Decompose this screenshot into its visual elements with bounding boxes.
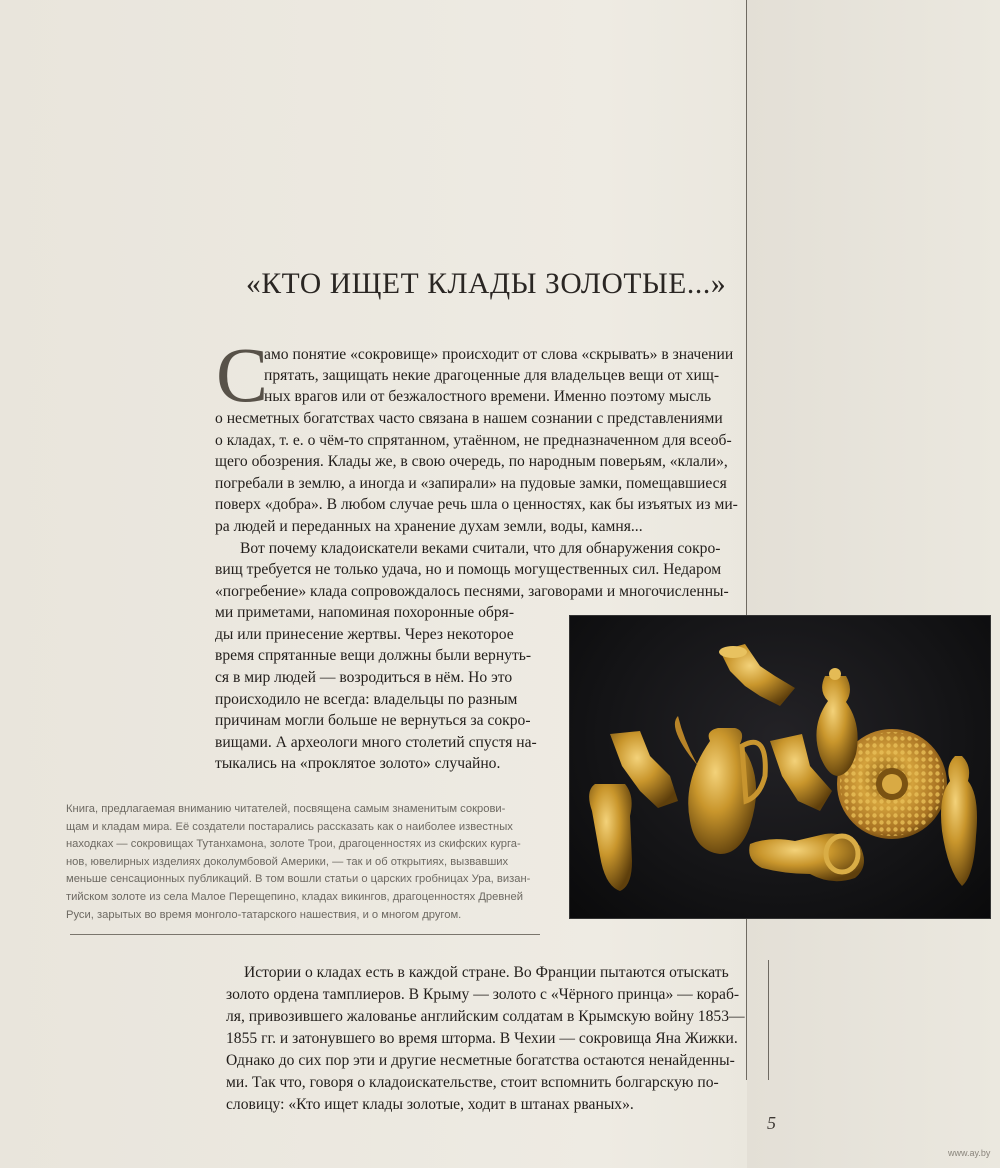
text-line: ды или принесение жертвы. Через некоторое <box>215 626 514 643</box>
gold-treasure-photo <box>569 615 991 919</box>
text-line: вищ требуется не только удача, но и помощь могущественных сил. Недаром <box>215 561 722 578</box>
text-line: происходило не всегда: владельцы по разным <box>215 691 518 708</box>
text-line: ся в мир людей — возродиться в нём. Но это <box>215 669 513 686</box>
text-line: Вот почему кладоискатели веками считали, что для обнаружения сокро- <box>240 540 721 557</box>
text-line: 1855 гг. и затонувшего во время шторма. В Чехии — сокровища Яна Жижки. <box>226 1030 738 1047</box>
caption-line: щам и кладам мира. Её создатели постарались рассказать как о наиболее известных <box>66 820 513 833</box>
text-line: время спрятанные вещи должны были вернуть- <box>215 647 532 664</box>
caption-line: нов, ювелирных изделиях доколумбовой Америки, — так и об открытиях, вызвавших <box>66 855 509 868</box>
text-line: ми. Так что, говоря о кладоискательстве, стоит вспомнить болгарскую по- <box>226 1074 719 1091</box>
text-line: тыкались на «проклятое золото» случайно. <box>215 755 501 772</box>
text-line: погребали в землю, а иногда и «запирали» на пудовые замки, помещавшиеся <box>215 475 727 492</box>
book-description-caption <box>66 801 546 924</box>
caption-line: меньше сенсационных публикаций. В том вошли статьи о царских гробницах Ура, визан- <box>66 873 531 886</box>
gold-artifacts-illustration <box>570 616 990 918</box>
text-line: прятать, защищать некие драгоценные для владельцев вещи от хищ- <box>264 367 720 384</box>
text-line: амо понятие «сокровище» происходит от слова «скрывать» в значении <box>264 346 734 363</box>
text-line: Истории о кладах есть в каждой стране. Во Франции пытаются отыскать <box>244 964 729 981</box>
horizontal-divider <box>70 934 540 935</box>
text-line: о кладах, т. е. о чём-то спрятанном, утаённом, не предназначенном для всеоб- <box>215 432 732 449</box>
text-line: вищами. А археологи много столетий спустя на- <box>215 734 537 751</box>
page-number: 5 <box>767 1113 776 1133</box>
caption-line: тийском золоте из села Малое Перещепино, кладах викингов, драгоценностях Древней <box>66 890 523 903</box>
drop-cap: С <box>216 331 269 418</box>
text-line: золото ордена тамплиеров. В Крыму — золото с «Чёрного принца» — кораб- <box>226 986 740 1003</box>
text-line: словицу: «Кто ищет клады золотые, ходит в штанах рваных». <box>226 1096 634 1113</box>
text-line: Однако до сих пор эти и другие несметные богатства остаются ненайденны- <box>226 1052 735 1069</box>
lower-spine-line <box>768 960 769 1080</box>
text-line: причинам могли больше не вернуться за сокро- <box>215 712 531 729</box>
caption-line: находках — сокровищах Тутанхамона, золоте Трои, драгоценностях из скифских курга- <box>66 838 521 851</box>
text-line: ных врагов или от безжалостного времени. Именно поэтому мысль <box>264 388 712 405</box>
caption-line: Книга, предлагаемая вниманию читателей, посвящена самым знаменитым сокрови- <box>66 803 506 815</box>
text-line: поверх «добра». В любом случае речь шла о ценностях, как бы изъятых из ми- <box>215 496 738 513</box>
caption-line: Руси, зарытых во время монголо-татарского нашествия, и о многом другом. <box>66 908 462 921</box>
right-page-margin <box>747 0 1000 1168</box>
text-line: о несметных богатствах часто связана в нашем сознании с представлениями <box>215 410 723 427</box>
text-line: ля, привозившего жалованье английским солдатам в Крымскую войну 1853— <box>226 1008 745 1025</box>
text-line: щего обозрения. Клады же, в свою очередь, по народным поверьям, «клали», <box>215 453 728 470</box>
chapter-title: «КТО ИЩЕТ КЛАДЫ ЗОЛОТЫЕ...» <box>246 268 727 300</box>
text-line: «погребение» клада сопровождалось песнями, заговорами и многочисленны- <box>215 583 729 600</box>
text-line: ми приметами, напоминая похоронные обря- <box>215 604 515 621</box>
site-watermark: www.ay.by <box>948 1148 991 1158</box>
text-line: ра людей и переданных на хранение духам земли, воды, камня... <box>215 518 643 535</box>
